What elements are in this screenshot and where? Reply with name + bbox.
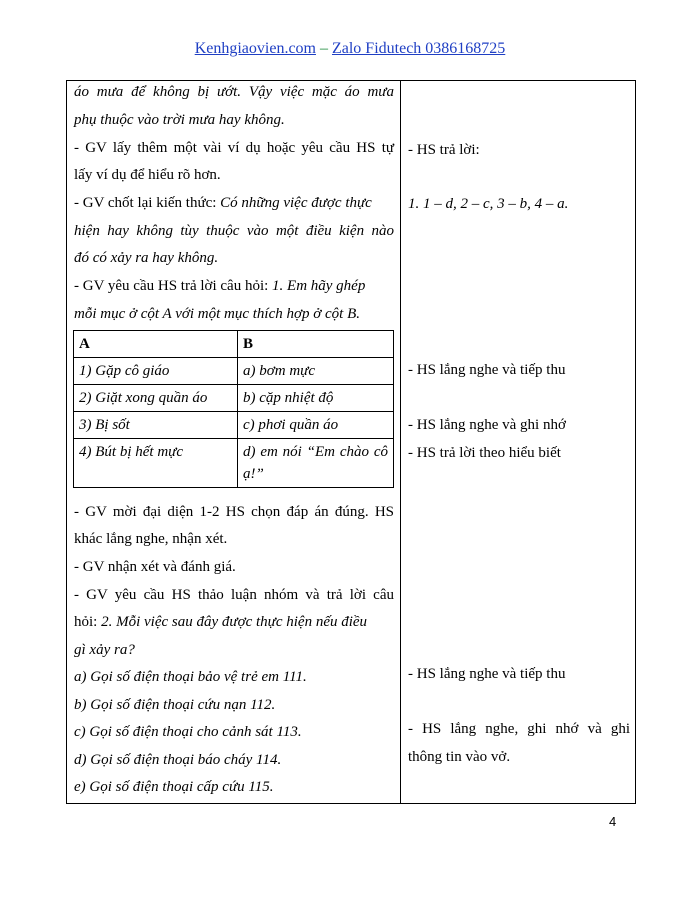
column-b-header: B [238, 331, 394, 358]
table-row [74, 358, 394, 385]
table-row [74, 439, 394, 488]
left-text-line [74, 612, 394, 632]
list-item: a) Gọi số điện thoại bảo vệ trẻ em 111. [74, 669, 307, 685]
list-item: b) Gọi số điện thoại cứu nạn 112. [74, 697, 276, 713]
column-a-header: A [74, 331, 238, 358]
right-text-line: - HS lắng nghe, ghi nhớ và ghi [408, 721, 630, 737]
left-text-line: lấy ví dụ để hiểu rõ hơn. [74, 167, 221, 183]
page-header [0, 40, 700, 58]
cell-b: d) em nói “Em chào cô ạ!” [238, 439, 394, 488]
header-separator: – [315, 40, 332, 57]
cell-a: 3) Bị sốt [74, 412, 238, 439]
right-text-line: 1. 1 – d, 2 – c, 3 – b, 4 – a. [408, 196, 569, 212]
table-row [74, 385, 394, 412]
text-prefix: - GV yêu cầu HS trả lời câu hỏi: [74, 278, 273, 294]
right-text-line: thông tin vào vở. [408, 749, 511, 765]
cell-a: 1) Gặp cô giáo [74, 358, 238, 385]
left-text-line: hiện hay không tùy thuộc vào một điều kiện nào [74, 223, 394, 239]
left-text-line: - GV lấy thêm một vài ví dụ hoặc yêu cầu HS tự [74, 140, 394, 156]
matching-table [73, 330, 394, 488]
cell-a: 2) Giặt xong quần áo [74, 385, 238, 412]
left-text-line: áo mưa để không bị ướt. Vậy việc mặc áo mưa [74, 84, 394, 100]
cell-b: c) phơi quần áo [238, 412, 394, 439]
left-text-line: - GV yêu cầu HS thảo luận nhóm và trả lời câu [74, 587, 394, 603]
right-text-line: - HS lắng nghe và tiếp thu [408, 666, 566, 682]
left-text-line: - GV mời đại diện 1-2 HS chọn đáp án đúng. HS [74, 504, 394, 520]
cell-b: b) cặp nhiệt độ [238, 385, 394, 412]
site-link[interactable]: Kenhgiaovien.com [194, 40, 316, 57]
list-item: e) Gọi số điện thoại cấp cứu 115. [74, 779, 274, 795]
left-text-line: đó có xảy ra hay không. [74, 250, 219, 266]
list-item: d) Gọi số điện thoại báo cháy 114. [74, 752, 282, 768]
text-italic: 2. Mỗi việc sau đây được thực hiện nếu điều [101, 614, 368, 630]
left-text-line [74, 276, 394, 296]
contact-link[interactable]: Zalo Fidutech 0386168725 [331, 40, 506, 57]
column-divider [400, 80, 401, 804]
table-header-row [74, 331, 394, 358]
left-text-line: mỗi mục ở cột A với một mục thích hợp ở cột B. [74, 306, 361, 322]
right-text-line: - HS lắng nghe và ghi nhớ [408, 417, 566, 433]
page-number: 4 [609, 814, 617, 829]
list-item: c) Gọi số điện thoại cho cảnh sát 113. [74, 724, 302, 740]
right-text-line: - HS lắng nghe và tiếp thu [408, 362, 566, 378]
left-text-line: gì xảy ra? [74, 642, 135, 658]
text-prefix: hỏi: [74, 614, 102, 630]
left-text-line [74, 193, 394, 213]
left-text-line: khác lắng nghe, nhận xét. [74, 531, 228, 547]
cell-a: 4) Bút bị hết mực [74, 439, 238, 488]
table-row [74, 412, 394, 439]
right-text-line: - HS trả lời theo hiểu biết [408, 445, 561, 461]
left-text-line: phụ thuộc vào trời mưa hay không. [74, 112, 285, 128]
left-text-line: - GV nhận xét và đánh giá. [74, 559, 236, 575]
text-italic: Có những việc được thực [220, 195, 372, 211]
right-text-line: - HS trả lời: [408, 142, 480, 158]
text-prefix: - GV chốt lại kiến thức: [74, 195, 221, 211]
cell-b: a) bơm mực [238, 358, 394, 385]
text-italic: 1. Em hãy ghép [272, 278, 366, 294]
